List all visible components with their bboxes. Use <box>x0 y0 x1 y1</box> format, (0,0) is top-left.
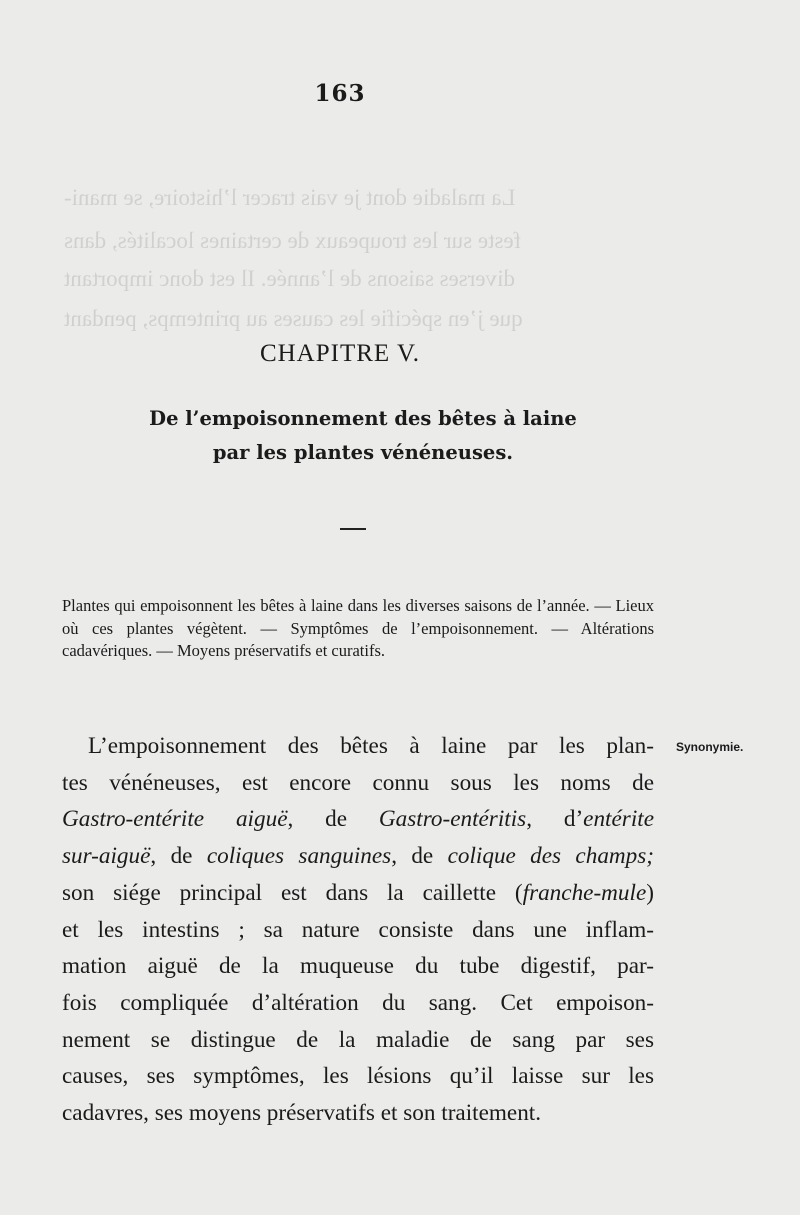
chapter-subtitle-line: par les plantes vénéneuses. <box>212 441 514 464</box>
italic-term: Gastro-entéritis <box>378 806 527 833</box>
text-fragment: son siége principal est dans la caillette ( <box>62 879 523 906</box>
italic-term: entérite <box>583 806 654 833</box>
text-line <box>62 875 654 912</box>
text-line: fois compliquée d’altération du sang. Cet empoison- <box>62 989 654 1016</box>
page-number: 163 <box>314 80 366 107</box>
text-line: mation aiguë de la muqueuse du tube digestif, par- <box>62 953 654 980</box>
chapter-subtitle-line: De l’empoisonnement des bêtes à laine <box>149 407 577 430</box>
bleed-through-text: feste sur les troupeaux de certaines localités, dans <box>64 228 522 253</box>
margin-note: Synonymie. <box>676 740 744 754</box>
text-fragment: , de <box>150 843 207 870</box>
text-line: et les intestins ; sa nature consiste dans une inflam- <box>62 916 654 943</box>
text-fragment: , de <box>391 843 448 870</box>
italic-term: Gastro-entérite aiguë <box>62 806 288 833</box>
text-line: L’empoisonnement des bêtes à laine par les plan- <box>88 733 654 759</box>
italic-term: colique des champs; <box>447 843 654 870</box>
text-line: tes vénéneuses, est encore connu sous les noms de <box>62 769 654 796</box>
text-fragment: ) <box>646 879 654 906</box>
bleed-through-text: que j’en spécifie les causes au printemps, pendant <box>64 306 523 331</box>
text-line: cadavres, ses moyens préservatifs et son traitement. <box>62 1100 542 1127</box>
italic-term: sur-aiguë <box>62 843 151 870</box>
chapter-subtitle <box>58 402 668 470</box>
body-paragraph <box>62 728 654 1132</box>
text-line <box>62 801 654 838</box>
text-line <box>62 838 654 875</box>
text-fragment: , d’ <box>526 806 584 833</box>
bleed-through-text: diverses saisons de l’année. Il est donc important <box>64 266 515 291</box>
italic-term: franche-mule <box>522 879 647 906</box>
chapter-title: CHAPITRE V. <box>259 340 421 367</box>
bleed-through-text: La maladie dont je vais tracer l’histoire, se mani- <box>64 185 516 210</box>
text-line: causes, ses symptômes, les lésions qu’il laisse sur les <box>62 1063 654 1090</box>
text-line: nement se distingue de la maladie de sang par ses <box>62 1026 654 1053</box>
text-fragment: , de <box>287 806 379 833</box>
italic-term: coliques sanguines <box>206 843 392 870</box>
chapter-summary: Plantes qui empoisonnent les bêtes à laine dans les diverses saisons de l’année. — Lieux où ces plantes végètent. — Symptômes de l’empoisonnement. — Altérations cadavériques. — Moyens préservatifs et curatifs. <box>62 596 654 661</box>
section-divider <box>340 528 366 530</box>
